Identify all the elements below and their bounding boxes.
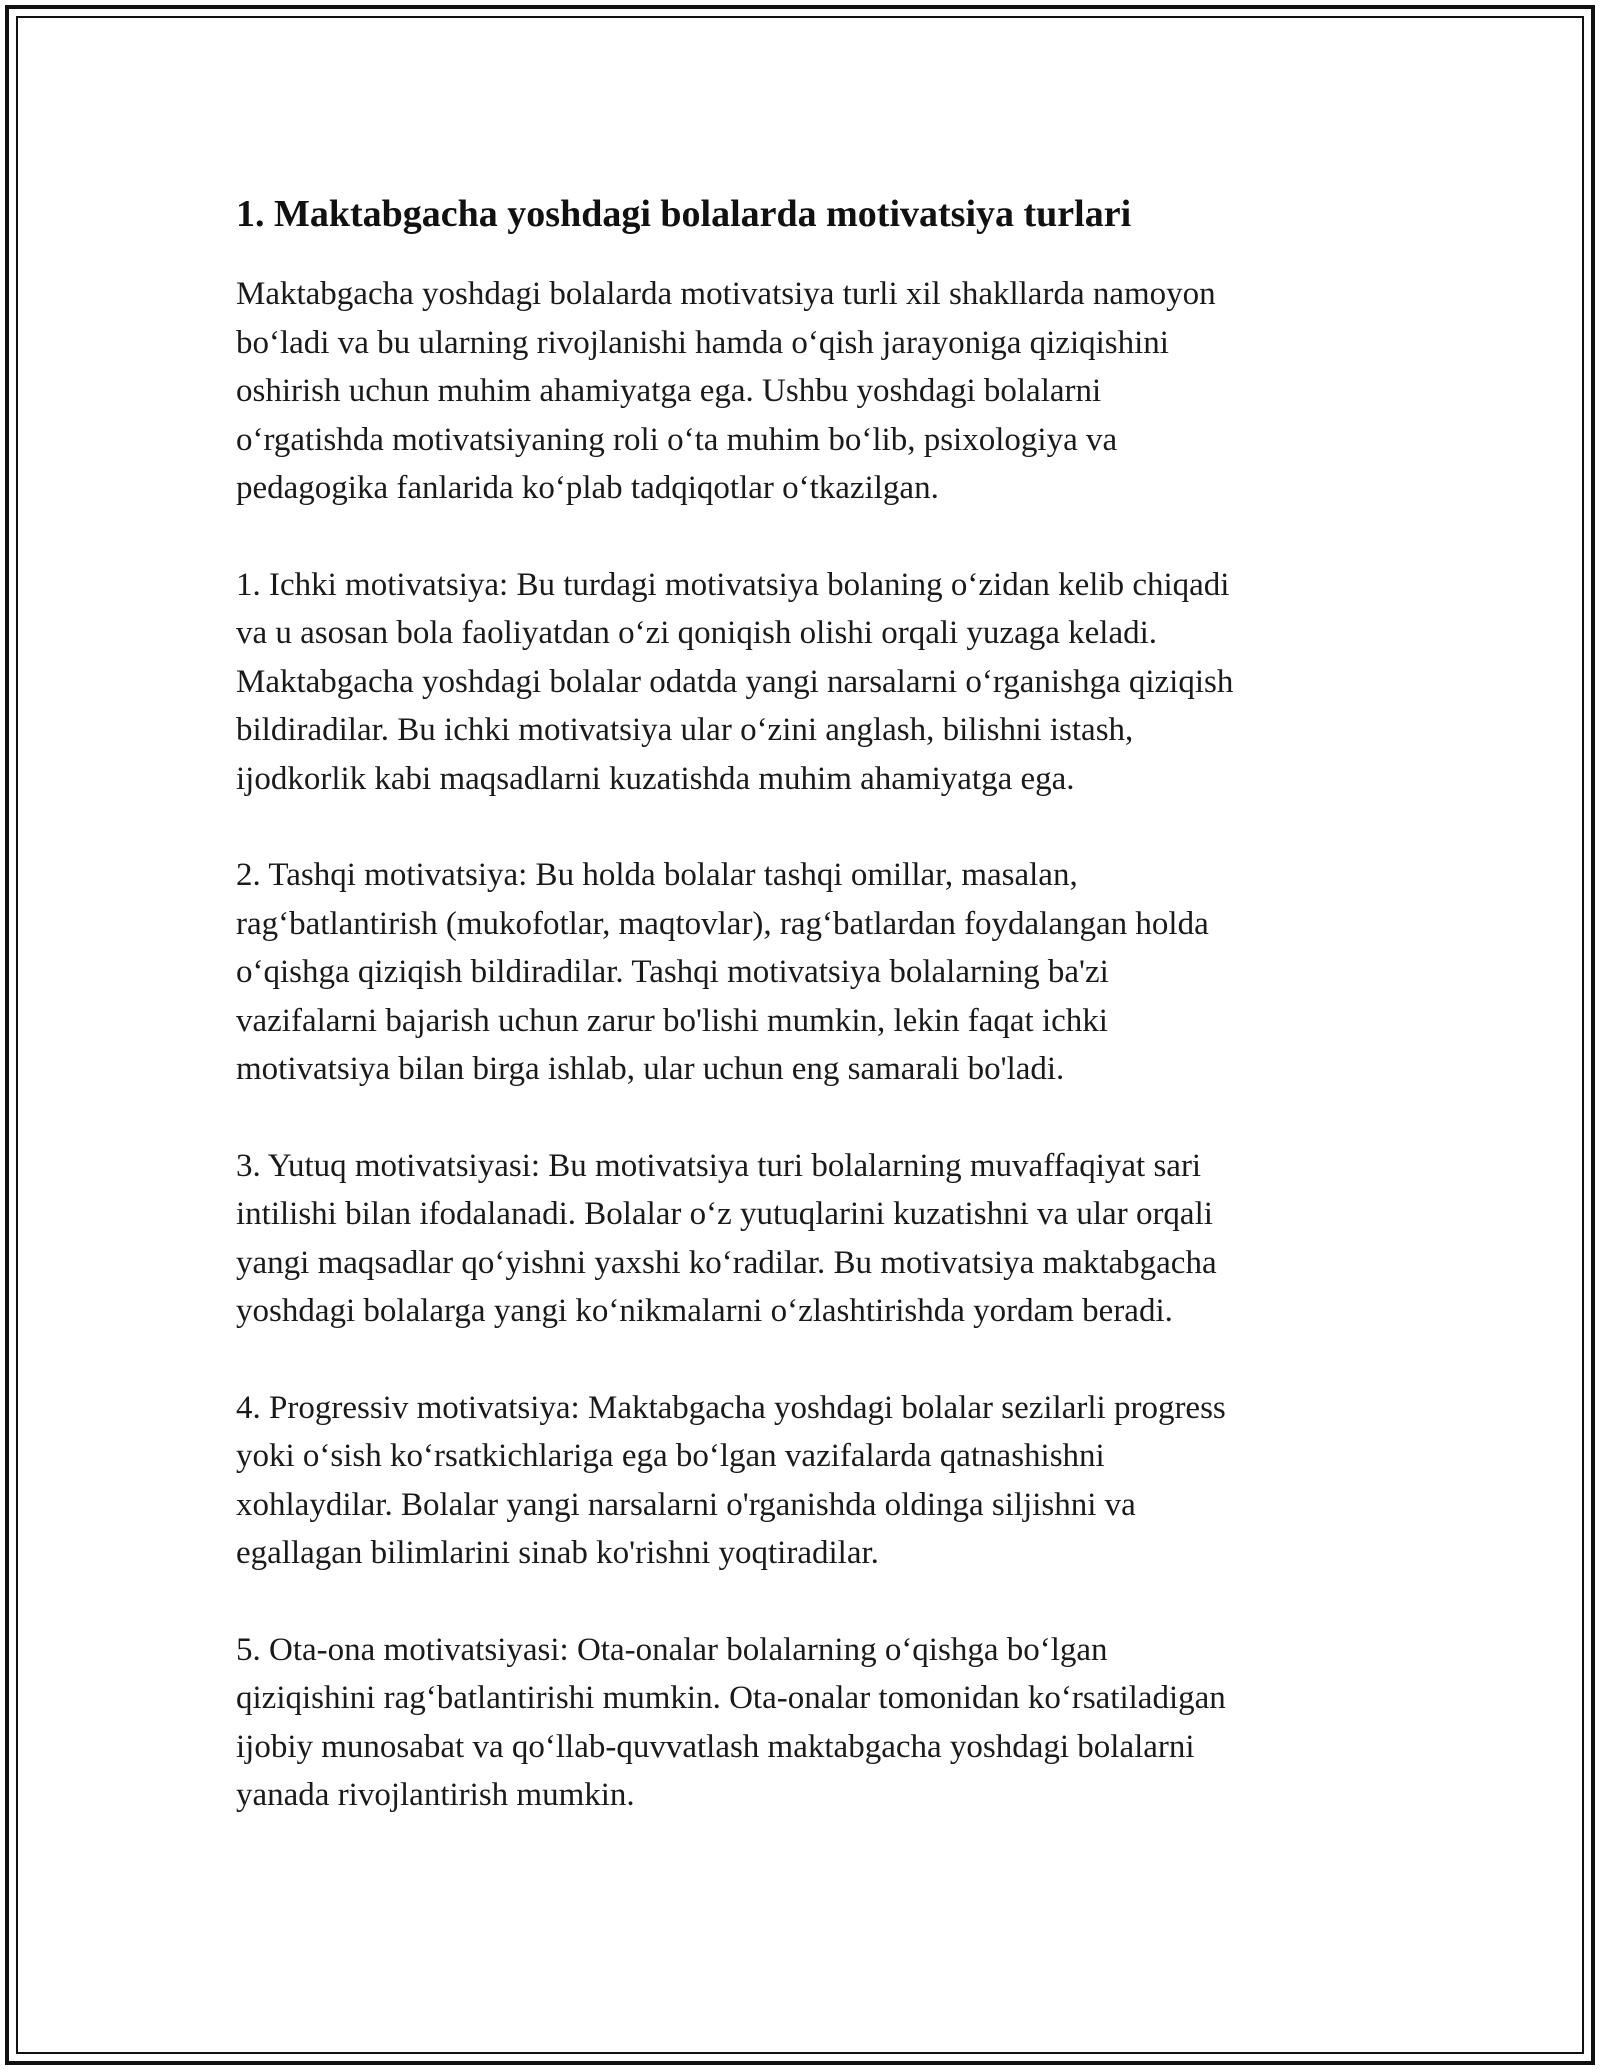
paragraph-line: vazifalarni bajarish uchun zarur bo'lishi mumkin, lekin faqat ichki	[236, 1002, 1108, 1039]
paragraph-line: 1. Ichki motivatsiya: Bu turdagi motivatsiya bolaning o‘zidan kelib chiqadi	[236, 566, 1230, 603]
paragraph-line: yangi maqsadlar qo‘yishni yaxshi ko‘radilar. Bu motivatsiya maktabgacha	[236, 1244, 1217, 1281]
motivation-type-paragraph	[236, 851, 1366, 1094]
motivation-type-paragraph	[236, 1384, 1366, 1578]
paragraph-line: motivatsiya bilan birga ishlab, ular uchun eng samarali bo'ladi.	[236, 1051, 1065, 1087]
paragraph-line: 2. Tashqi motivatsiya: Bu holda bolalar tashqi omillar, masalan,	[236, 857, 1078, 893]
intro-paragraph	[236, 270, 1366, 513]
paragraph-line: pedagogika fanlarida ko‘plab tadqiqotlar o‘tkazilgan.	[236, 470, 939, 506]
document-heading: 1. Maktabgacha yoshdagi bolalarda motivatsiya turlari	[236, 193, 1132, 235]
paragraph-line: yoshdagi bolalarga yangi ko‘nikmalarni o‘zlashtirishda yordam beradi.	[236, 1293, 1173, 1329]
paragraph-line: 3. Yutuq motivatsiyasi: Bu motivatsiya turi bolalarning muvaffaqiyat sari	[236, 1147, 1202, 1184]
paragraph-line: Maktabgacha yoshdagi bolalarda motivatsiya turli xil shakllarda namoyon	[236, 276, 1216, 312]
paragraph-line: o‘rgatishda motivatsiyaning roli o‘ta muhim bo‘lib, psixologiya va	[236, 421, 1118, 458]
motivation-type-paragraph	[236, 561, 1366, 804]
paragraph-line: bo‘ladi va bu ularning rivojlanishi hamda o‘qish jarayoniga qiziqishini	[236, 324, 1169, 361]
paragraph-line: o‘qishga qiziqish bildiradilar. Tashqi motivatsiya bolalarning ba'zi	[236, 954, 1109, 990]
paragraph-list	[236, 270, 1366, 1820]
paragraph-line: intilishi bilan ifodalanadi. Bolalar o‘z yutuqlarini kuzatishni va ular orqali	[236, 1196, 1213, 1232]
paragraph-line: bildiradilar. Bu ichki motivatsiya ular o‘zini anglash, bilishni istash,	[236, 712, 1134, 748]
motivation-type-paragraph	[236, 1626, 1366, 1820]
document-body	[236, 188, 1366, 1868]
paragraph-line: ijodkorlik kabi maqsadlarni kuzatishda muhim ahamiyatga ega.	[236, 760, 1075, 797]
paragraph-line: ijobiy munosabat va qo‘llab-quvvatlash maktabgacha yoshdagi bolalarni	[236, 1728, 1195, 1765]
paragraph-line: egallagan bilimlarini sinab ko'rishni yoqtiradilar.	[236, 1535, 879, 1571]
paragraph-line: oshirish uchun muhim ahamiyatga ega. Ushbu yoshdagi bolalarni	[236, 373, 1102, 409]
paragraph-line: 5. Ota-ona motivatsiyasi: Ota-onalar bolalarning o‘qishga bo‘lgan	[236, 1631, 1108, 1668]
paragraph-line: yanada rivojlantirish mumkin.	[236, 1777, 635, 1813]
paragraph-line: rag‘batlantirish (mukofotlar, maqtovlar), rag‘batlardan foydalangan holda	[236, 905, 1209, 942]
paragraph-line: qiziqishini rag‘batlantirishi mumkin. Ota-onalar tomonidan ko‘rsatiladigan	[236, 1680, 1226, 1716]
paragraph-line: 4. Progressiv motivatsiya: Maktabgacha yoshdagi bolalar sezilarli progress	[236, 1389, 1226, 1426]
paragraph-line: va u asosan bola faoliyatdan o‘zi qoniqish olishi orqali yuzaga keladi.	[236, 615, 1158, 651]
motivation-type-paragraph	[236, 1142, 1366, 1336]
paragraph-line: xohlaydilar. Bolalar yangi narsalarni o'rganishda oldinga siljishni va	[236, 1486, 1136, 1523]
paragraph-line: yoki o‘sish ko‘rsatkichlariga ega bo‘lgan vazifalarda qatnashishni	[236, 1438, 1105, 1474]
paragraph-line: Maktabgacha yoshdagi bolalar odatda yangi narsalarni o‘rganishga qiziqish	[236, 663, 1234, 700]
